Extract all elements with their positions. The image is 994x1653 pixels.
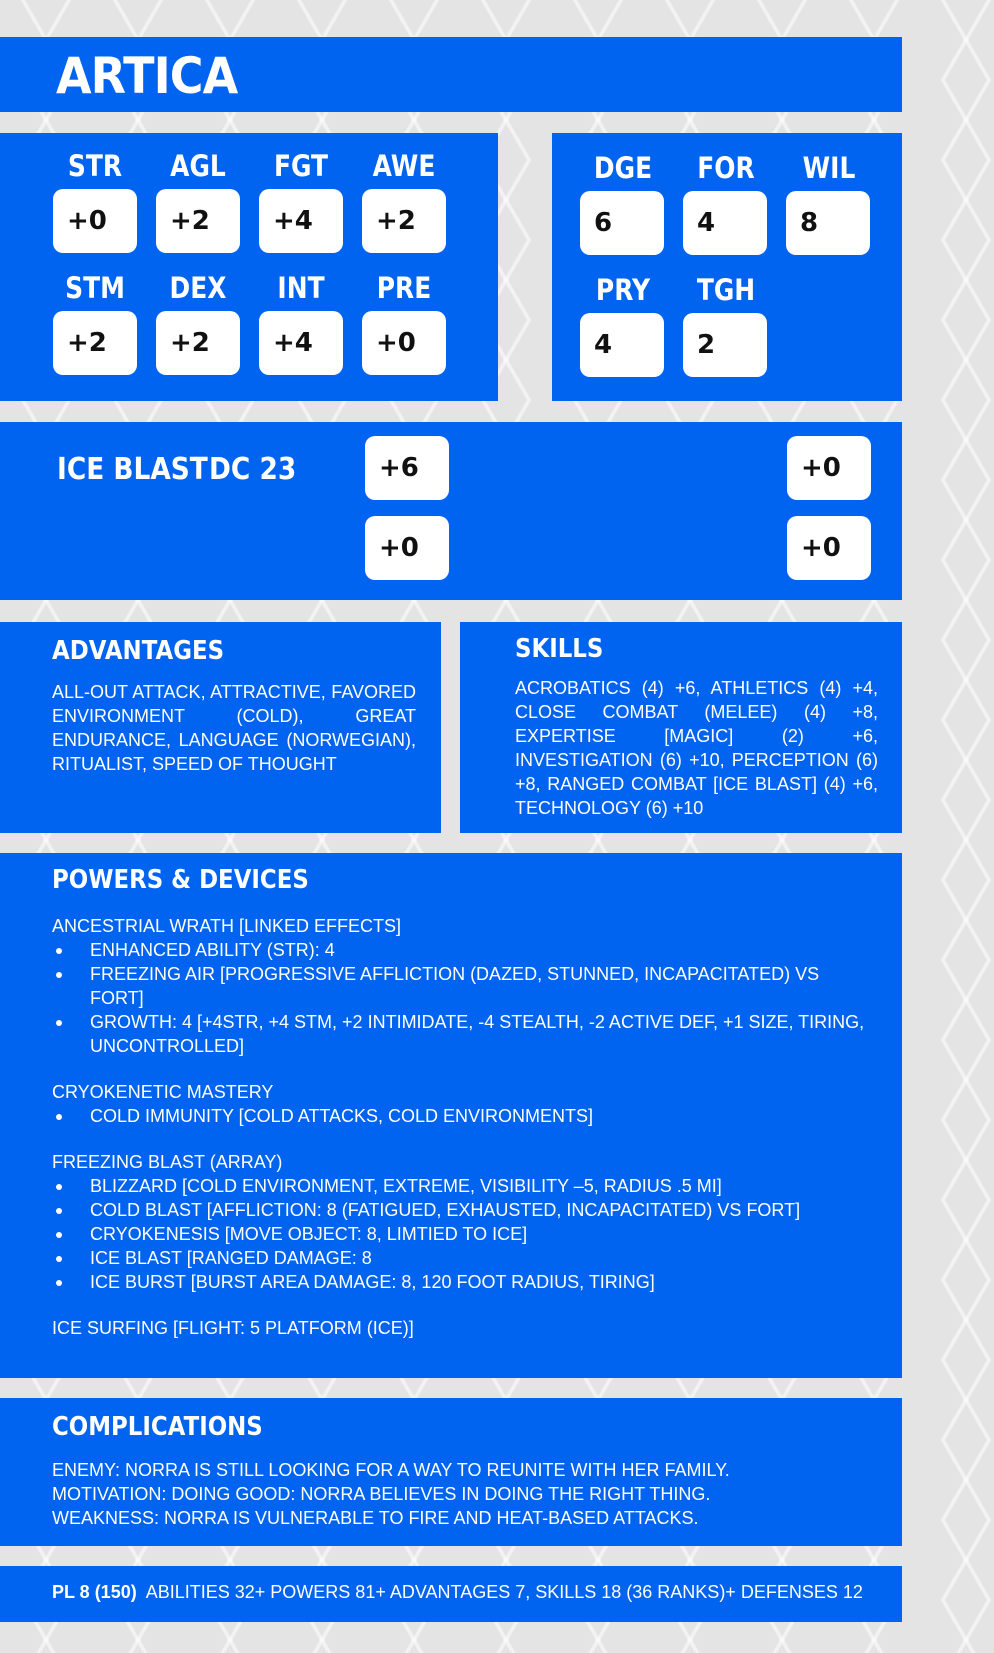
attack-dc: DC 23 bbox=[209, 452, 297, 487]
power-item: CRYOKENESIS [MOVE OBJECT: 8, LIMTIED TO ICE] bbox=[52, 1222, 872, 1246]
powers-list bbox=[52, 914, 872, 1340]
power-group-name: FREEZING BLAST (ARRAY) bbox=[52, 1152, 283, 1172]
defenses-panel bbox=[552, 133, 902, 401]
attack-bonus-box: +6 bbox=[365, 436, 449, 500]
attack-panel bbox=[0, 422, 902, 600]
ability-value-str: +0 bbox=[53, 189, 137, 253]
power-group-name: ANCESTRIAL WRATH [LINKED EFFECTS] bbox=[52, 916, 402, 936]
defense-label-for: FOR bbox=[697, 151, 755, 185]
attack-value-box-4: +0 bbox=[787, 516, 871, 580]
complications-list bbox=[52, 1458, 872, 1530]
footer-bar bbox=[0, 1566, 902, 1622]
ability-label-dex: DEX bbox=[169, 271, 227, 305]
advantages-panel bbox=[0, 622, 441, 833]
ability-label-stm: STM bbox=[65, 271, 125, 305]
character-name: ARTICA bbox=[56, 47, 238, 105]
power-item: COLD BLAST [AFFLICTION: 8 (FATIGUED, EXHAUSTED, INCAPACITATED) VS FORT] bbox=[52, 1198, 872, 1222]
footer-text bbox=[52, 1582, 863, 1603]
complications-heading: COMPLICATIONS bbox=[52, 1412, 263, 1442]
attack-value-box-3: +0 bbox=[787, 436, 871, 500]
power-level: PL 8 (150) bbox=[52, 1582, 137, 1602]
ability-label-awe: AWE bbox=[372, 149, 436, 183]
title-bar bbox=[0, 37, 902, 112]
complication-line: ENEMY: NORRA IS STILL LOOKING FOR A WAY TO REUNITE WITH HER FAMILY. bbox=[52, 1460, 730, 1480]
power-item: ENHANCED ABILITY (STR): 4 bbox=[52, 938, 872, 962]
defense-value-dge: 6 bbox=[580, 191, 664, 255]
defense-label-wil: WIL bbox=[802, 151, 856, 185]
complication-line: WEAKNESS: NORRA IS VULNERABLE TO FIRE AND HEAT-BASED ATTACKS. bbox=[52, 1508, 699, 1528]
power-item: BLIZZARD [COLD ENVIRONMENT, EXTREME, VISIBILITY –5, RADIUS .5 MI] bbox=[52, 1174, 872, 1198]
ability-value-stm: +2 bbox=[53, 311, 137, 375]
advantages-text: ALL-OUT ATTACK, ATTRACTIVE, FAVORED ENVIRONMENT (COLD), GREAT ENDURANCE, LANGUAGE (NORWEGIAN), RITUALIST, SPEED OF THOUGHT bbox=[52, 682, 416, 774]
ability-value-agl: +2 bbox=[156, 189, 240, 253]
ability-value-fgt: +4 bbox=[259, 189, 343, 253]
points-summary: ABILITIES 32+ POWERS 81+ ADVANTAGES 7, SKILLS 18 (36 RANKS)+ DEFENSES 12 bbox=[145, 1582, 863, 1602]
power-group-name: CRYOKENETIC MASTERY bbox=[52, 1082, 274, 1102]
power-item: COLD IMMUNITY [COLD ATTACKS, COLD ENVIRONMENTS] bbox=[52, 1104, 872, 1128]
power-item: GROWTH: 4 [+4STR, +4 STM, +2 INTIMIDATE, -4 STEALTH, -2 ACTIVE DEF, +1 SIZE, TIRING, UNCONTROLLED] bbox=[52, 1010, 872, 1058]
defense-value-for: 4 bbox=[683, 191, 767, 255]
skills-panel bbox=[460, 622, 902, 833]
defense-value-wil: 8 bbox=[786, 191, 870, 255]
skills-heading: SKILLS bbox=[515, 634, 604, 664]
attack-name: ICE BLAST bbox=[57, 452, 208, 487]
complications-panel bbox=[0, 1398, 902, 1546]
complication-line: MOTIVATION: DOING GOOD: NORRA BELIEVES IN DOING THE RIGHT THING. bbox=[52, 1484, 711, 1504]
ability-label-int: INT bbox=[277, 271, 325, 305]
power-group-name: ICE SURFING [FLIGHT: 5 PLATFORM (ICE)] bbox=[52, 1318, 414, 1338]
power-item: ICE BURST [BURST AREA DAMAGE: 8, 120 FOOT RADIUS, TIRING] bbox=[52, 1270, 872, 1294]
ability-label-pre: PRE bbox=[376, 271, 432, 305]
defense-value-pry: 4 bbox=[580, 313, 664, 377]
skills-text: ACROBATICS (4) +6, ATHLETICS (4) +4, CLOSE COMBAT (MELEE) (4) +8, EXPERTISE [MAGIC] (2) +6, INVESTIGATION (6) +10, PERCEPTION (6) +8, RANGED COMBAT [ICE BLAST] (4) +6, TECHNOLOGY (6) +10 bbox=[515, 678, 878, 818]
ability-value-dex: +2 bbox=[156, 311, 240, 375]
attack-value-box-2: +0 bbox=[365, 516, 449, 580]
defense-label-dge: DGE bbox=[593, 151, 653, 185]
ability-value-int: +4 bbox=[259, 311, 343, 375]
ability-value-pre: +0 bbox=[362, 311, 446, 375]
powers-heading: POWERS & DEVICES bbox=[52, 865, 309, 895]
power-item: ICE BLAST [RANGED DAMAGE: 8 bbox=[52, 1246, 872, 1270]
ability-label-str: STR bbox=[67, 149, 123, 183]
ability-label-agl: AGL bbox=[170, 149, 226, 183]
advantages-heading: ADVANTAGES bbox=[52, 636, 225, 666]
defense-label-pry: PRY bbox=[595, 273, 651, 307]
powers-panel bbox=[0, 853, 902, 1378]
abilities-panel bbox=[0, 133, 498, 401]
defense-label-tgh: TGH bbox=[696, 273, 756, 307]
ability-label-fgt: FGT bbox=[273, 149, 329, 183]
defense-value-tgh: 2 bbox=[683, 313, 767, 377]
power-item: FREEZING AIR [PROGRESSIVE AFFLICTION (DAZED, STUNNED, INCAPACITATED) VS FORT] bbox=[52, 962, 872, 1010]
ability-value-awe: +2 bbox=[362, 189, 446, 253]
